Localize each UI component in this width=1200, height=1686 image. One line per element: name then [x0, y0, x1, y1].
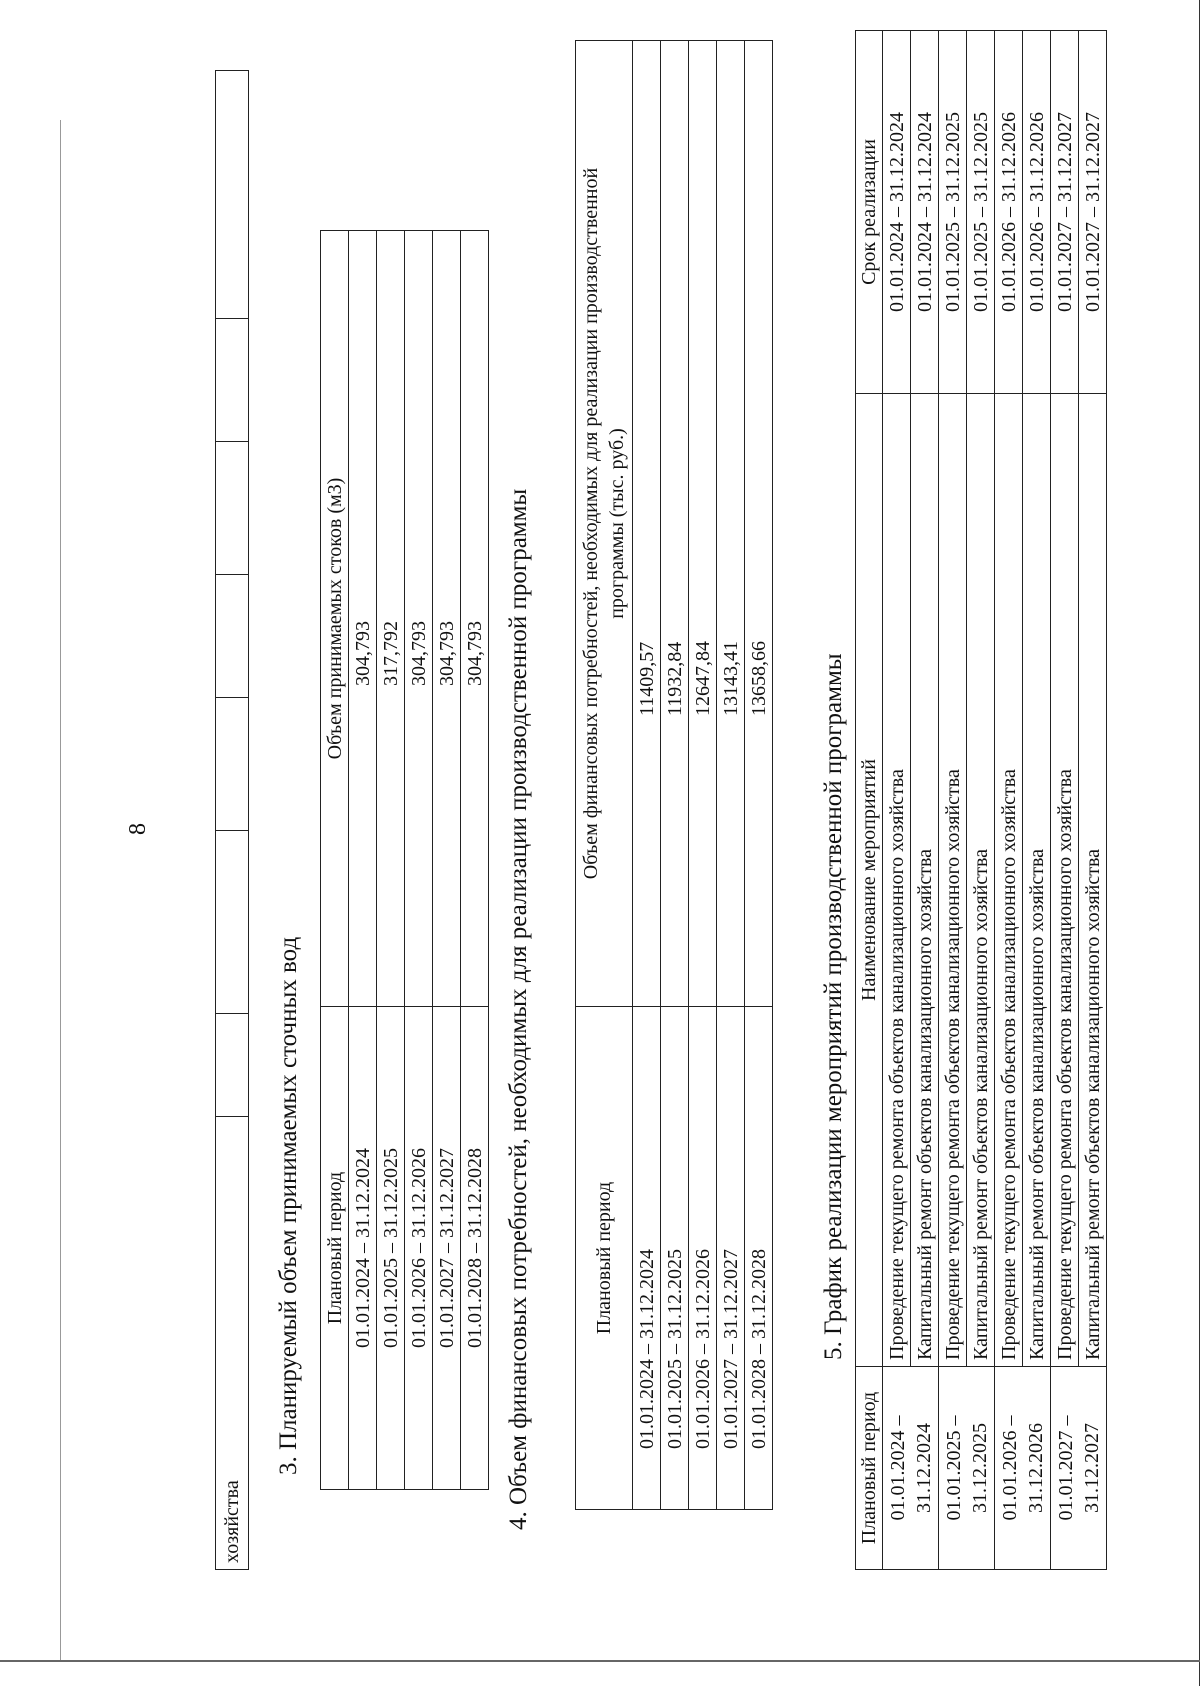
- term-cell: 01.01.2027 – 31.12.2027: [1051, 31, 1079, 394]
- rotated-page: [75, 30, 1125, 1570]
- term-cell: 01.01.2024 – 31.12.2024: [883, 31, 911, 394]
- table-row: [349, 231, 377, 1490]
- table-row: [433, 231, 461, 1490]
- period-cell: 01.01.2027 – 31.12.2027: [1051, 1367, 1107, 1570]
- term-cell: 01.01.2026 – 31.12.2026: [995, 31, 1023, 394]
- period-cell: 01.01.2026 – 31.12.2026: [689, 1007, 717, 1510]
- section4-title: 4. Объем финансовых потребностей, необходимых для реализации производственной программы: [505, 488, 532, 1530]
- period-cell: 01.01.2028 – 31.12.2028: [461, 1007, 489, 1490]
- table-row: [967, 31, 995, 1570]
- term-cell: 01.01.2025 – 31.12.2025: [939, 31, 967, 394]
- amount-cell: 12647,84: [689, 41, 717, 1007]
- table-row: [461, 231, 489, 1490]
- volume-cell: 304,793: [405, 231, 433, 1007]
- period-cell: 01.01.2027 – 31.12.2027: [433, 1007, 461, 1490]
- table-header-row: [856, 31, 883, 1570]
- scan-edge-bottom: [0, 1660, 1200, 1662]
- term-cell: 01.01.2024 – 31.12.2024: [911, 31, 939, 394]
- event-cell: Проведение текущего ремонта объектов канализационного хозяйства: [1051, 394, 1079, 1367]
- page-number: 8: [125, 823, 151, 835]
- period-cell: 01.01.2028 – 31.12.2028: [745, 1007, 773, 1510]
- section3-table: [320, 230, 489, 1490]
- table-row: [911, 31, 939, 1570]
- event-cell: Проведение текущего ремонта объектов канализационного хозяйства: [939, 394, 967, 1367]
- volume-cell: 317,792: [377, 231, 405, 1007]
- term-cell: 01.01.2025 – 31.12.2025: [967, 31, 995, 394]
- table-row: [995, 31, 1023, 1570]
- table-row: [405, 231, 433, 1490]
- period-cell: 01.01.2025 – 31.12.2025: [377, 1007, 405, 1490]
- header-cell: Наименование мероприятий: [856, 394, 883, 1367]
- event-cell: Капитальный ремонт объектов канализационного хозяйства: [1023, 394, 1051, 1367]
- table-header-row: [321, 231, 349, 1490]
- header-cell: Плановый период: [321, 1007, 349, 1490]
- amount-cell: 11932,84: [661, 41, 689, 1007]
- period-cell: 01.01.2025 – 31.12.2025: [661, 1007, 689, 1510]
- table-row: [377, 231, 405, 1490]
- previous-table-continuation: [215, 70, 249, 1570]
- event-cell: Капитальный ремонт объектов канализационного хозяйства: [967, 394, 995, 1367]
- period-cell: 01.01.2024 – 31.12.2024: [349, 1007, 377, 1490]
- event-cell: Проведение текущего ремонта объектов канализационного хозяйства: [995, 394, 1023, 1367]
- header-cell: Объем финансовых потребностей, необходимых для реализации производственной программы (тыс. руб.): [576, 41, 633, 1007]
- table-row: [661, 41, 689, 1510]
- header-cell: Объем принимаемых стоков (м3): [321, 231, 349, 1007]
- scan-edge-left: [60, 120, 61, 1660]
- volume-cell: 304,793: [349, 231, 377, 1007]
- table-row: [717, 41, 745, 1510]
- table-row: [689, 41, 717, 1510]
- header-cell: Плановый период: [856, 1367, 883, 1570]
- section5-table: [855, 30, 1107, 1570]
- previous-table-row-label: хозяйства: [216, 1117, 249, 1570]
- event-cell: Проведение текущего ремонта объектов канализационного хозяйства: [883, 394, 911, 1367]
- period-cell: 01.01.2026 – 31.12.2026: [995, 1367, 1051, 1570]
- period-cell: 01.01.2024 – 31.12.2024: [883, 1367, 939, 1570]
- amount-cell: 11409,57: [633, 41, 661, 1007]
- event-cell: Капитальный ремонт объектов канализационного хозяйства: [911, 394, 939, 1367]
- header-cell: Плановый период: [576, 1007, 633, 1510]
- section3-title: 3. Планируемый объем принимаемых сточных вод: [275, 936, 302, 1475]
- table-row: [1079, 31, 1107, 1570]
- period-cell: 01.01.2026 – 31.12.2026: [405, 1007, 433, 1490]
- event-cell: Капитальный ремонт объектов канализационного хозяйства: [1079, 394, 1107, 1367]
- table-row: [883, 31, 911, 1570]
- period-cell: 01.01.2025 – 31.12.2025: [939, 1367, 995, 1570]
- volume-cell: 304,793: [433, 231, 461, 1007]
- term-cell: 01.01.2026 – 31.12.2026: [1023, 31, 1051, 394]
- table-row: [633, 41, 661, 1510]
- period-cell: 01.01.2024 – 31.12.2024: [633, 1007, 661, 1510]
- table-row: [1051, 31, 1079, 1570]
- period-cell: 01.01.2027 – 31.12.2027: [717, 1007, 745, 1510]
- header-cell: Срок реализации: [856, 31, 883, 394]
- term-cell: 01.01.2027 – 31.12.2027: [1079, 31, 1107, 394]
- section5-title: 5. График реализации мероприятий производственной программы: [820, 653, 847, 1360]
- table-row: [939, 31, 967, 1570]
- section4-table: [575, 40, 773, 1510]
- amount-cell: 13143,41: [717, 41, 745, 1007]
- volume-cell: 304,793: [461, 231, 489, 1007]
- table-row: [1023, 31, 1051, 1570]
- amount-cell: 13658,66: [745, 41, 773, 1007]
- table-row: [745, 41, 773, 1510]
- table-header-row: [576, 41, 633, 1510]
